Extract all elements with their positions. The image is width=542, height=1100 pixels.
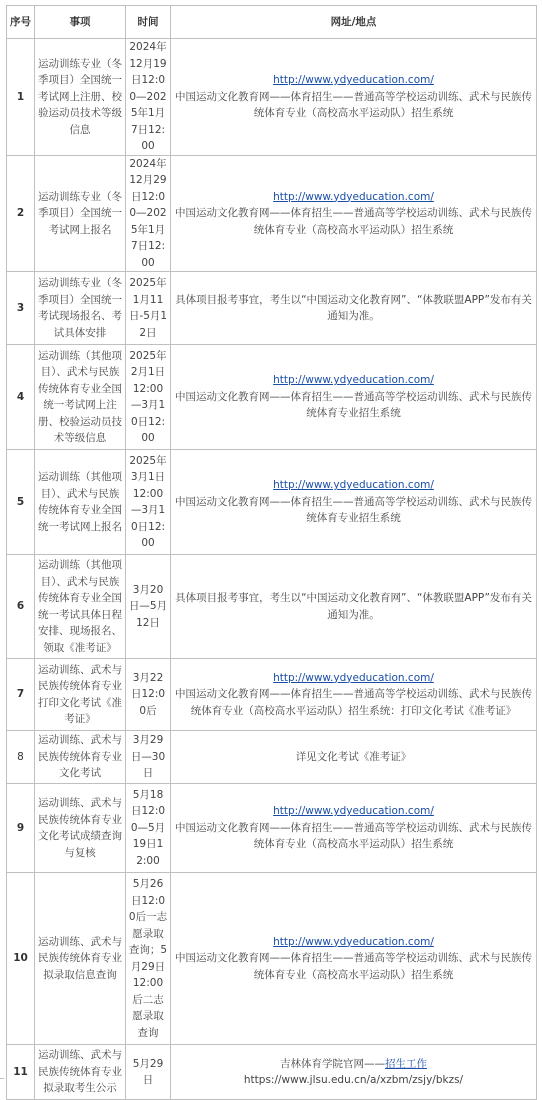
row-time: 2024年12月29日12:00—2025年1月7日12:00 xyxy=(126,155,171,272)
row-site: 具体项目报考事宜，考生以“中国运动文化教育网”、“体教联盟APP”发布有关通知为准。 xyxy=(171,555,537,659)
row-no: 6 xyxy=(7,555,35,659)
ydy-link[interactable]: http://www.ydyeducation.com/ xyxy=(273,805,434,818)
table-row xyxy=(7,272,537,345)
table-row xyxy=(7,659,537,731)
row-time: 2025年2月1日12:00—3月10日12:00 xyxy=(126,345,171,450)
row-site xyxy=(171,450,537,555)
row-no: 8 xyxy=(7,731,35,784)
row-item: 运动训练、武术与民族传统体育专业文化考试成绩查询与复核 xyxy=(35,784,126,873)
table-row xyxy=(7,345,537,450)
row-item: 运动训练、武术与民族传统体育专业打印文化考试《准考证》 xyxy=(35,659,126,731)
row-time: 2024年12月19日12:00—2025年1月7日12:00 xyxy=(126,39,171,156)
table-row xyxy=(7,39,537,156)
row-item: 运动训练、武术与民族传统体育专业拟录取考生公示 xyxy=(35,1045,126,1100)
row-no: 3 xyxy=(7,272,35,345)
site-text: 中国运动文化教育网——体育招生——普通高等学校运动训练、武术与民族传统体育专业（高校高水平运动队）招生系统 xyxy=(175,952,532,981)
site-text: 中国运动文化教育网——体育招生——普通高等学校运动训练、武术与民族传统体育专业招生系统 xyxy=(175,390,532,420)
row-item: 运动训练专业（冬季项目）全国统一考试现场报名、考试具体安排 xyxy=(35,272,126,345)
row-time: 5月29日 xyxy=(126,1045,171,1100)
row-item: 运动训练（其他项目）、武术与民族传统体育专业全国统一考试网上报名 xyxy=(35,450,126,555)
row-no: 5 xyxy=(7,450,35,555)
header-item: 事项 xyxy=(35,6,126,39)
row-item: 运动训练、武术与民族传统体育专业拟录取信息查询 xyxy=(35,873,126,1045)
row-item: 运动训练（其他项目）、武术与民族传统体育专业全国统一考试网上注册、校验运动员技术等级信息 xyxy=(35,345,126,450)
row-no: 2 xyxy=(7,155,35,272)
ydy-link[interactable]: http://www.ydyeducation.com/ xyxy=(273,935,434,948)
row-site: 详见文化考试《准考证》 xyxy=(171,731,537,784)
row-site xyxy=(171,39,537,156)
row-time: 5月18日12:00—5月19日12:00 xyxy=(126,784,171,873)
site-text: 中国运动文化教育网——体育招生——普通高等学校运动训练、武术与民族传统体育专业（高校高水平运动队）招生系统 xyxy=(175,90,532,119)
row-item: 运动训练专业（冬季项目）全国统一考试网上注册、校验运动员技术等级信息 xyxy=(35,39,126,156)
row-time: 2025年1月11日-5月12日 xyxy=(126,272,171,345)
site-prefix: 吉林体育学院官网—— xyxy=(280,1057,385,1070)
recruit-work-link[interactable]: 招生工作 xyxy=(385,1057,427,1070)
table-row xyxy=(7,155,537,272)
row-site xyxy=(171,345,537,450)
header-site: 网址/地点 xyxy=(171,6,537,39)
row-site xyxy=(171,1045,537,1100)
header-no: 序号 xyxy=(7,6,35,39)
row-time: 5月26日12:00后一志愿录取查询；5月29日12:00后二志愿录取查询 xyxy=(126,873,171,1045)
ydy-link[interactable]: http://www.ydyeducation.com/ xyxy=(273,479,434,492)
row-site xyxy=(171,873,537,1045)
table-row xyxy=(7,555,537,659)
site-text: 中国运动文化教育网——体育招生——普通高等学校运动训练、武术与民族传统体育专业（高校高水平运动队）招生系统 xyxy=(175,207,532,236)
table-row xyxy=(7,450,537,555)
site-text: 中国运动文化教育网——体育招生——普通高等学校运动训练、武术与民族传统体育专业（高校高水平运动队）招生系统 xyxy=(175,821,532,851)
row-site xyxy=(171,784,537,873)
row-no: 10 xyxy=(7,873,35,1045)
table-row xyxy=(7,873,537,1045)
row-site xyxy=(171,155,537,272)
table-header-row xyxy=(7,6,537,39)
header-time: 时间 xyxy=(126,6,171,39)
row-no: 9 xyxy=(7,784,35,873)
jlsu-url: https://www.jlsu.edu.cn/a/xzbm/zsjy/bkzs/ xyxy=(243,1074,464,1086)
row-site: 具体项目报考事宜，考生以“中国运动文化教育网”、“体教联盟APP”发布有关通知为准。 xyxy=(171,272,537,345)
row-item: 运动训练、武术与民族传统体育专业文化考试 xyxy=(35,731,126,784)
ydy-link[interactable]: http://www.ydyeducation.com/ xyxy=(273,671,434,684)
jlsu-site-line xyxy=(173,1056,534,1073)
row-no: 11 xyxy=(7,1045,35,1100)
admission-schedule-table xyxy=(6,5,537,1100)
row-time: 3月22日12:00后 xyxy=(126,659,171,731)
table-row xyxy=(7,731,537,784)
ydy-link[interactable]: http://www.ydyeducation.com/ xyxy=(273,374,434,387)
row-no: 7 xyxy=(7,659,35,731)
table-row xyxy=(7,784,537,873)
row-time: 3月29日—30日 xyxy=(126,731,171,784)
row-item: 运动训练专业（冬季项目）全国统一考试网上报名 xyxy=(35,155,126,272)
row-time: 3月20日—5月12日 xyxy=(126,555,171,659)
table-row xyxy=(7,1045,537,1100)
row-no: 4 xyxy=(7,345,35,450)
site-text: 中国运动文化教育网——体育招生——普通高等学校运动训练、武术与民族传统体育专业（高校高水平运动队）招生系统：打印文化考试《准考证》 xyxy=(175,688,532,717)
ydy-link[interactable]: http://www.ydyeducation.com/ xyxy=(273,74,434,86)
row-site xyxy=(171,659,537,731)
site-text: 中国运动文化教育网——体育招生——普通高等学校运动训练、武术与民族传统体育专业招生系统 xyxy=(175,495,532,525)
row-item: 运动训练（其他项目）、武术与民族传统体育专业全国统一考试具体日程安排、现场报名、领取《准考证》 xyxy=(35,555,126,659)
ydy-link[interactable]: http://www.ydyeducation.com/ xyxy=(273,190,434,203)
row-no: 1 xyxy=(7,39,35,156)
row-time: 2025年3月1日12:00—3月10日12:00 xyxy=(126,450,171,555)
